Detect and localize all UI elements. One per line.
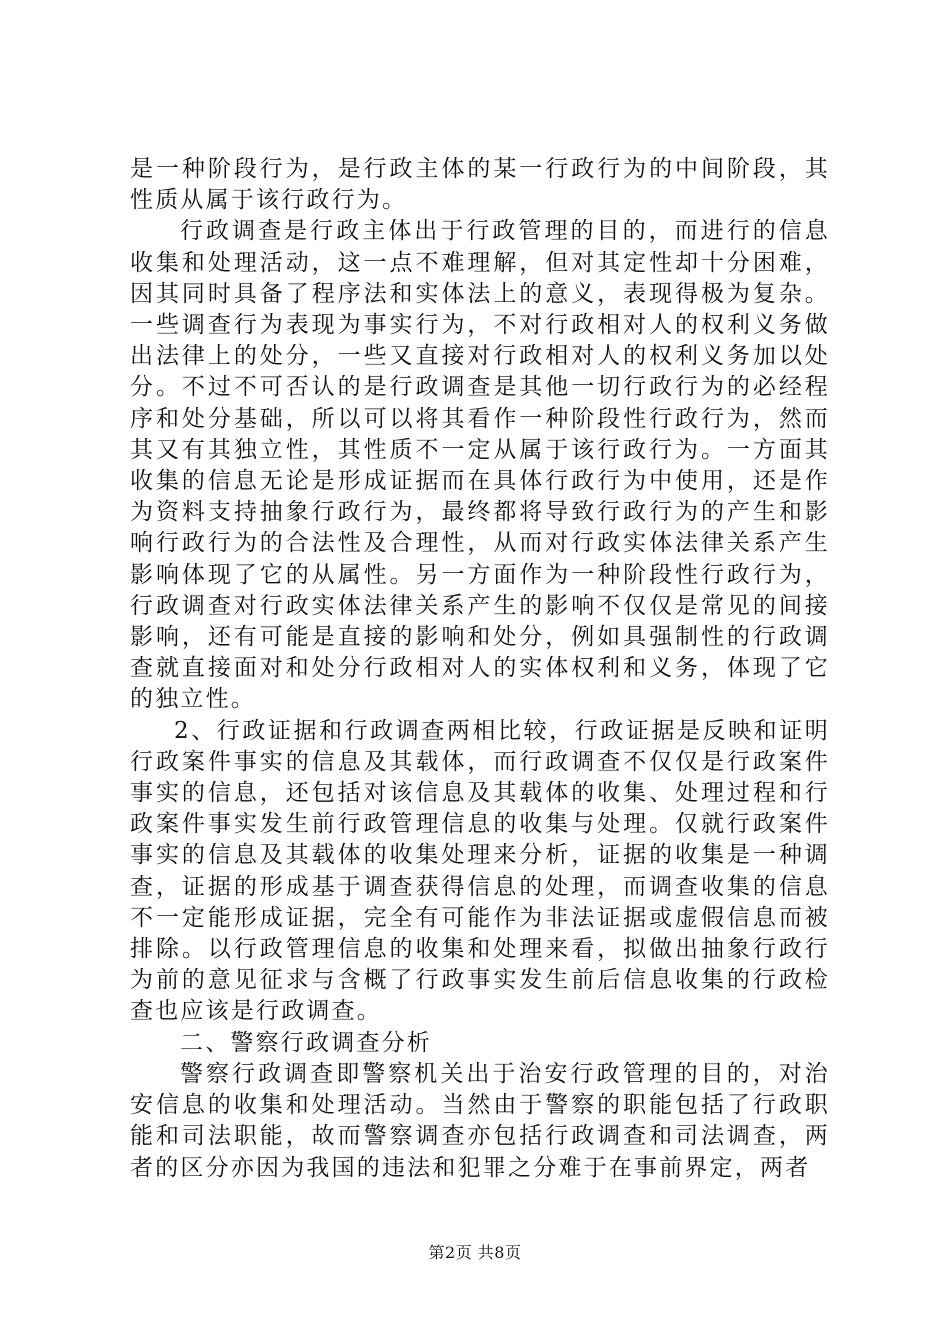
paragraph-evidence-comparison: 2、行政证据和行政调查两相比较，行政证据是反映和证明行政案件事实的信息及其载体，而行政调查不仅仅是行政案件事实的信息，还包括对该信息及其载体的收集、处理过程和行政案件事实发生前行政管理信息的收集与处理。仅就行政案件事实的信息及其载体的收集处理来分析，证据的收集是一种调查，证据的形成基于调查获得信息的处理，而调查收集的信息不一定能形成证据，完全有可能作为非法证据或虚假信息而被排除。以行政管理信息的收集和处理来看，拟做出抽象行政行为前的意见征求与含概了行政事实发生前后信息收集的行政检查也应该是行政调查。 bbox=[130, 717, 830, 1025]
page-number: 第2页 共8页 bbox=[428, 1243, 522, 1262]
paragraph-continuation: 是一种阶段行为，是行政主体的某一行政行为的中间阶段，其性质从属于该行政行为。 bbox=[130, 156, 830, 214]
document-body bbox=[130, 154, 830, 1184]
page-footer bbox=[0, 1240, 950, 1263]
paragraph-police-investigation: 警察行政调查即警察机关出于治安行政管理的目的，对治安信息的收集和处理活动。当然由于警察的职能包括了行政职能和司法职能，故而警察调查亦包括行政调查和司法调查，两者的区分亦因为我国的违法和犯罪之分难于在事前界定，两者 bbox=[130, 1060, 830, 1181]
paragraph-administrative-investigation: 行政调查是行政主体出于行政管理的目的，而进行的信息收集和处理活动，这一点不难理解，但对其定性却十分困难，因其同时具备了程序法和实体法上的意义，表现得极为复杂。一些调查行为表现为事实行为，不对行政相对人的权利义务做出法律上的处分，一些又直接对行政相对人的权利义务加以处分。不过不可否认的是行政调查是其他一切行政行为的必经程序和处分基础，所以可以将其看作一种阶段性行政行为，然而其又有其独立性，其性质不一定从属于该行政行为。一方面其收集的信息无论是形成证据而在具体行政行为中使用，还是作为资料支持抽象行政行为，最终都将导致行政行为的产生和影响行政行为的合法性及合理性，从而对行政实体法律关系产生影响体现了它的从属性。另一方面作为一种阶段性行政行为，行政调查对行政实体法律关系产生的影响不仅仅是常见的间接影响，还有可能是直接的影响和处分，例如具强制性的行政调查就直接面对和处分行政相对人的实体权利和义务，体现了它的独立性。 bbox=[130, 218, 830, 713]
section-heading-police-investigation: 二、警察行政调查分析 bbox=[180, 1029, 432, 1056]
